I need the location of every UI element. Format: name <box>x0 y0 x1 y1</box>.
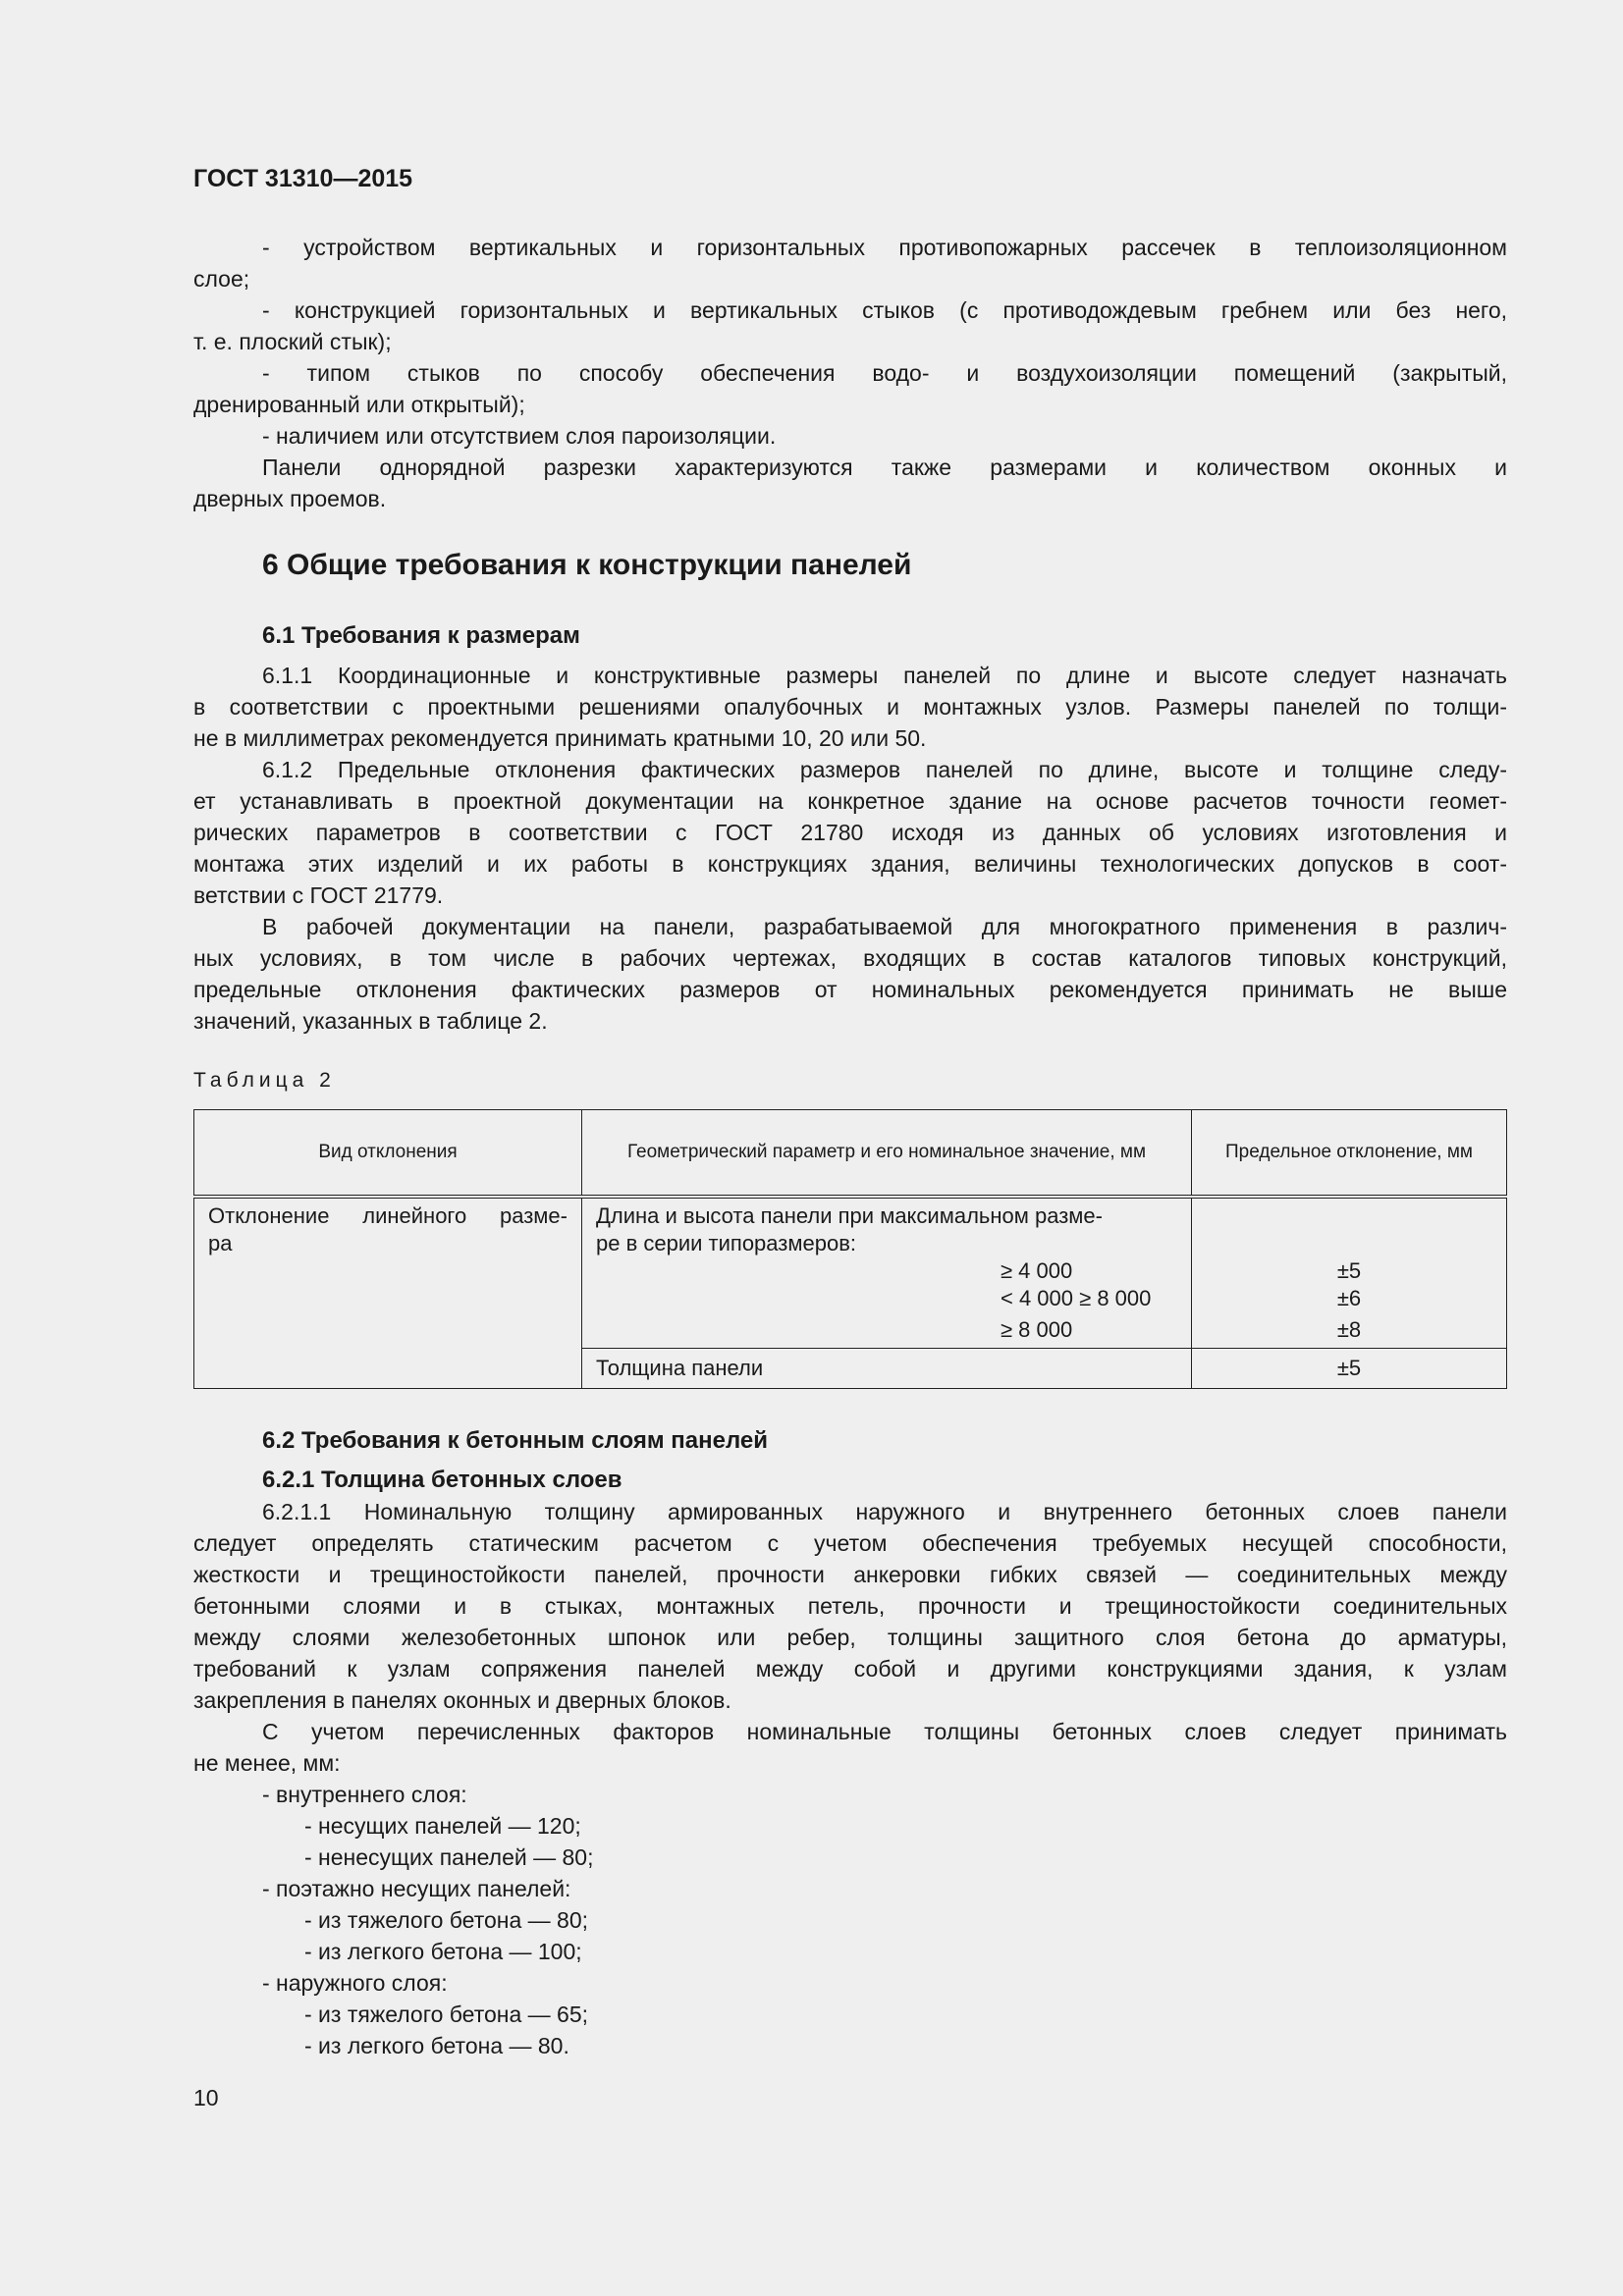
text-line: - типом стыков по способу обеспечения водо- и воздухоизоляции помещений (закрытый, <box>262 360 1507 386</box>
text-line: т. е. плоский стык); <box>193 329 392 354</box>
text-line: 6.1.2 Предельные отклонения фактических размеров панелей по длине, высоте и толщине следу- <box>262 757 1507 782</box>
text-line: значений, указанных в таблице 2. <box>193 1008 548 1034</box>
cell-text: ра <box>208 1231 233 1255</box>
cell-text: ре в серии типоразмеров: <box>596 1231 856 1255</box>
table-label: Таблица 2 <box>193 1069 336 1092</box>
cell-text: Длина и высота панели при максимальном разме- <box>596 1203 1103 1228</box>
text-line: не в миллиметрах рекомендуется принимать кратными 10, 20 или 50. <box>193 725 927 751</box>
text-line: в соответствии с проектными решениями опалубочных и монтажных узлов. Размеры панелей по толщи- <box>193 694 1507 720</box>
document-header: ГОСТ 31310—2015 <box>193 165 413 192</box>
section-6-2-heading: 6.2 Требования к бетонным слоям панелей <box>262 1427 768 1454</box>
text-line: ных условиях, в том числе в рабочих чертежах, входящих в состав каталогов типовых конструкций, <box>193 945 1507 971</box>
table-cell <box>1192 1197 1507 1349</box>
section-6-2-1-heading: 6.2.1 Толщина бетонных слоев <box>262 1467 622 1493</box>
text-line: между слоями железобетонных шпонок или ребер, толщины защитного слоя бетона до арматуры, <box>193 1625 1507 1650</box>
text-line: В рабочей документации на панели, разрабатываемой для многократного применения в различ- <box>262 914 1507 939</box>
list-item: - из легкого бетона — 100; <box>304 1939 582 1964</box>
list-item: - из тяжелого бетона — 65; <box>304 2002 589 2027</box>
cell-text: ±5 <box>1336 1258 1362 1283</box>
cell-text: Отклонение линейного разме- <box>208 1203 568 1228</box>
text-line: предельные отклонения фактических размеров от номинальных рекомендуется принимать не выше <box>193 977 1507 1002</box>
page-number: 10 <box>193 2085 219 2110</box>
intro-list <box>193 232 1507 514</box>
text-line: закрепления в панелях оконных и дверных блоков. <box>193 1687 731 1713</box>
section-6-heading: 6 Общие требования к конструкции панелей <box>262 549 912 581</box>
text-line: ет устанавливать в проектной документации на конкретное здание на основе расчетов точности геомет- <box>193 788 1507 814</box>
text-line: следует определять статическим расчетом с учетом обеспечения требуемых несущей способности, <box>193 1530 1507 1556</box>
text-line: рических параметров в соответствии с ГОСТ 21780 исходя из данных об условиях изготовления и <box>193 820 1507 845</box>
text-line: жесткости и трещиностойкости панелей, прочности анкеровки гибких связей — соединительных между <box>193 1562 1507 1587</box>
cell-text: ±6 <box>1336 1286 1362 1310</box>
section-6-2-1-text <box>193 1496 1507 2061</box>
table-cell: ±5 <box>1192 1349 1507 1389</box>
section-6-1-heading: 6.1 Требования к размерам <box>262 622 580 649</box>
table-row <box>194 1197 1507 1349</box>
cell-text: ≥ 8 000 <box>1001 1317 1073 1342</box>
text-line: дверных проемов. <box>193 486 387 511</box>
column-header: Геометрический параметр и его номинальное значение, мм <box>582 1110 1192 1198</box>
text-line: бетонными слоями и в стыках, монтажных петель, прочности и трещиностойкости соединительных <box>193 1593 1507 1619</box>
cell-text: < 4 000 ≥ 8 000 <box>1001 1286 1152 1310</box>
list-item: - поэтажно несущих панелей: <box>262 1876 571 1901</box>
list-item: - внутреннего слоя: <box>262 1782 467 1807</box>
text-line: Панели однорядной разрезки характеризуются также размерами и количеством оконных и <box>262 454 1507 480</box>
text-line: дренированный или открытый); <box>193 392 525 417</box>
section-6-1-text <box>193 660 1507 1037</box>
text-line: не менее, мм: <box>193 1750 341 1776</box>
text-line: слое; <box>193 266 250 292</box>
list-item: - ненесущих панелей — 80; <box>304 1844 594 1870</box>
list-item: - из легкого бетона — 80. <box>304 2033 569 2058</box>
column-header: Вид отклонения <box>194 1110 582 1198</box>
list-item: - наружного слоя: <box>262 1970 448 1996</box>
list-item: - из тяжелого бетона — 80; <box>304 1907 589 1933</box>
table-cell <box>582 1197 1192 1349</box>
text-line: - устройством вертикальных и горизонтальных противопожарных рассечек в теплоизоляционном <box>262 235 1507 260</box>
text-line: - конструкцией горизонтальных и вертикальных стыков (с противодождевым гребнем или без него, <box>262 297 1507 323</box>
cell-text: ±8 <box>1336 1317 1362 1342</box>
table-header-row <box>194 1110 1507 1198</box>
list-item: - несущих панелей — 120; <box>304 1813 581 1839</box>
cell-text: ≥ 4 000 <box>1001 1258 1073 1283</box>
deviation-table <box>193 1109 1507 1389</box>
text-line: требований к узлам сопряжения панелей между собой и другими конструкциями здания, к узлам <box>193 1656 1507 1682</box>
table-cell <box>194 1197 582 1389</box>
text-line: ветствии с ГОСТ 21779. <box>193 882 444 908</box>
column-header: Предельное отклонение, мм <box>1192 1110 1507 1198</box>
text-line: 6.2.1.1 Номинальную толщину армированных наружного и внутреннего бетонных слоев панели <box>262 1499 1507 1524</box>
text-line: 6.1.1 Координационные и конструктивные размеры панелей по длине и высоте следует назначать <box>262 663 1507 688</box>
text-line: монтажа этих изделий и их работы в конструкциях здания, величины технологических допусков в соот- <box>193 851 1507 877</box>
table-cell: Толщина панели <box>582 1349 1192 1389</box>
text-line: С учетом перечисленных факторов номинальные толщины бетонных слоев следует принимать <box>262 1719 1507 1744</box>
text-line: - наличием или отсутствием слоя пароизоляции. <box>262 423 777 449</box>
